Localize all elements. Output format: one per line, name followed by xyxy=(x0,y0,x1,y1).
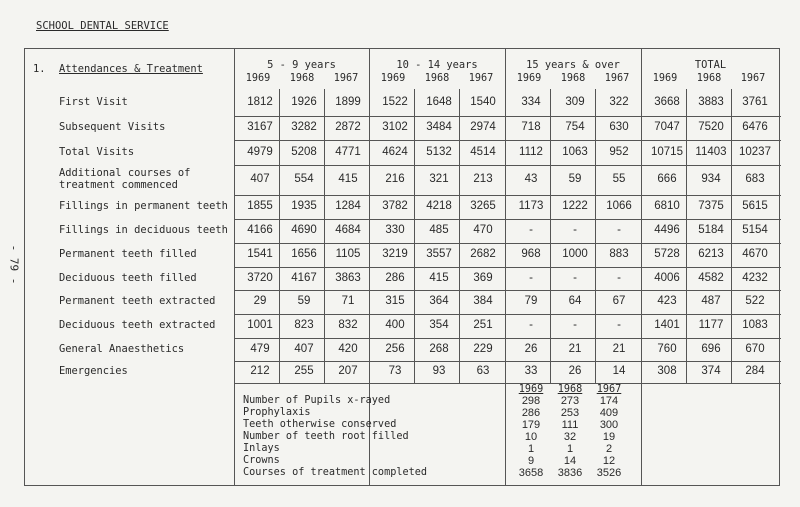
row-divider xyxy=(234,267,781,268)
table-cell: 4771 xyxy=(335,145,361,158)
table-cell: 666 xyxy=(657,173,677,185)
table-cell: 3883 xyxy=(698,95,724,108)
table-cell: 1083 xyxy=(742,319,768,331)
year-header: 1968 xyxy=(289,73,315,84)
table-cell: 79 xyxy=(524,295,538,307)
table-cell: 3782 xyxy=(382,200,408,212)
table-cell: 4167 xyxy=(291,271,317,284)
table-cell: 4670 xyxy=(742,248,768,260)
table-cell: 29 xyxy=(253,295,267,307)
table-cell: 5184 xyxy=(698,224,724,236)
table-cell: 315 xyxy=(385,295,405,307)
summary-cell: 32 xyxy=(563,431,577,443)
table-cell: 718 xyxy=(521,121,541,133)
table-cell: 7520 xyxy=(698,121,724,133)
table-cell: 309 xyxy=(565,95,585,108)
summary-row-label: Number of Pupils x-rayed xyxy=(243,395,391,406)
table-cell: 4218 xyxy=(426,200,452,212)
summary-row-label: Number of teeth root filled xyxy=(243,431,409,442)
table-cell: 1066 xyxy=(606,200,632,212)
table-cell: 334 xyxy=(521,95,541,108)
year-header: 1969 xyxy=(380,73,406,84)
row-divider xyxy=(234,140,781,141)
table-cell: - xyxy=(573,271,577,284)
table-cell: 1522 xyxy=(382,95,408,108)
summary-cell: 1 xyxy=(527,443,535,455)
table-cell: 554 xyxy=(294,173,314,185)
table-cell: 7047 xyxy=(654,121,680,133)
row-label-continued: treatment commenced xyxy=(59,179,178,191)
table-cell: 213 xyxy=(473,173,493,185)
page-title: SCHOOL DENTAL SERVICE xyxy=(36,20,169,32)
table-cell: - xyxy=(573,224,577,236)
table-cell: 4006 xyxy=(654,271,680,284)
year-header: 1969 xyxy=(516,73,542,84)
summary-row-label: Courses of treatment completed xyxy=(243,467,428,478)
table-cell: 207 xyxy=(338,365,358,377)
table-cell: 968 xyxy=(521,248,541,260)
table-cell: 322 xyxy=(609,95,629,108)
row-divider xyxy=(234,383,781,384)
summary-cell: 273 xyxy=(560,395,580,407)
table-cell: 407 xyxy=(294,342,314,355)
summary-row-label: Teeth otherwise conserved xyxy=(243,419,397,430)
row-divider xyxy=(234,219,781,220)
attendances-table xyxy=(24,48,780,486)
table-cell: 670 xyxy=(745,342,765,355)
table-cell: 485 xyxy=(429,224,449,236)
row-label: Deciduous teeth extracted xyxy=(59,319,216,331)
table-cell: 268 xyxy=(429,342,449,355)
row-divider xyxy=(234,165,781,166)
group-header: 15 years & over xyxy=(526,59,620,71)
table-cell: - xyxy=(529,271,533,284)
table-cell: 26 xyxy=(524,342,538,355)
table-cell: 407 xyxy=(250,173,270,185)
summary-cell: 10 xyxy=(524,431,538,443)
table-cell: 67 xyxy=(612,295,626,307)
table-cell: 1899 xyxy=(335,95,361,108)
table-cell: 7375 xyxy=(698,200,724,212)
year-header: 1968 xyxy=(560,73,586,84)
table-cell: 934 xyxy=(701,173,721,185)
summary-cell: 179 xyxy=(521,419,541,431)
table-cell: 71 xyxy=(341,295,355,307)
summary-cell: 2 xyxy=(605,443,613,455)
summary-cell: 12 xyxy=(602,455,616,467)
table-cell: 3219 xyxy=(382,248,408,260)
group-header: 10 - 14 years xyxy=(396,59,478,71)
table-cell: 479 xyxy=(250,342,270,355)
table-cell: 308 xyxy=(657,365,677,377)
table-cell: 423 xyxy=(657,295,677,307)
table-cell: 14 xyxy=(612,365,626,377)
table-cell: 3484 xyxy=(426,121,452,133)
table-cell: 1648 xyxy=(426,95,452,108)
year-header: 1967 xyxy=(604,73,630,84)
table-cell: - xyxy=(617,271,621,284)
year-header: 1967 xyxy=(740,73,766,84)
table-cell: 1855 xyxy=(247,200,273,212)
table-cell: 10715 xyxy=(651,145,683,158)
table-cell: 6213 xyxy=(698,248,724,260)
table-cell: 255 xyxy=(294,365,314,377)
table-cell: 5728 xyxy=(654,248,680,260)
table-cell: 10237 xyxy=(739,145,771,158)
table-cell: 760 xyxy=(657,342,677,355)
row-label: Permanent teeth extracted xyxy=(59,295,216,307)
year-header: 1968 xyxy=(424,73,450,84)
table-cell: 1105 xyxy=(335,248,361,260)
table-cell: 229 xyxy=(473,342,493,355)
table-cell: 5615 xyxy=(742,200,768,212)
row-label: Fillings in deciduous teeth xyxy=(59,224,228,236)
row-divider xyxy=(234,116,781,117)
summary-cell: 19 xyxy=(602,431,616,443)
table-cell: 256 xyxy=(385,342,405,355)
table-cell: 2974 xyxy=(470,121,496,133)
summary-cell: 286 xyxy=(521,407,541,419)
summary-cell: 3526 xyxy=(596,467,622,479)
summary-year-header: 1968 xyxy=(557,384,583,395)
table-cell: - xyxy=(529,319,533,331)
table-cell: 59 xyxy=(568,173,582,185)
table-cell: 63 xyxy=(476,365,490,377)
section-title: Attendances & Treatment xyxy=(59,63,203,75)
row-divider xyxy=(234,290,781,291)
year-header: 1967 xyxy=(333,73,359,84)
table-cell: 883 xyxy=(609,248,629,260)
table-cell: - xyxy=(573,319,577,331)
summary-cell: 111 xyxy=(561,419,579,431)
summary-cell: 253 xyxy=(560,407,580,419)
table-cell: 4582 xyxy=(698,271,724,284)
row-label: General Anaesthetics xyxy=(59,342,185,355)
table-cell: 1812 xyxy=(247,95,273,108)
table-cell: 374 xyxy=(701,365,721,377)
table-cell: 1112 xyxy=(519,145,543,158)
summary-row-label: Prophylaxis xyxy=(243,407,311,418)
table-cell: 415 xyxy=(338,173,358,185)
table-cell: 823 xyxy=(294,319,314,331)
table-cell: 3668 xyxy=(654,95,680,108)
section-number: 1. xyxy=(33,63,46,75)
table-cell: 212 xyxy=(250,365,270,377)
table-cell: 73 xyxy=(388,365,402,377)
table-cell: 26 xyxy=(568,365,582,377)
summary-cell: 1 xyxy=(566,443,574,455)
table-cell: 321 xyxy=(429,173,449,185)
table-cell: 3557 xyxy=(426,248,452,260)
table-cell: 2872 xyxy=(335,121,361,133)
table-cell: 364 xyxy=(429,295,449,307)
summary-cell: 298 xyxy=(521,395,541,407)
summary-cell: 409 xyxy=(599,407,619,419)
table-cell: 1177 xyxy=(698,319,724,331)
table-cell: 93 xyxy=(432,365,446,377)
table-cell: 286 xyxy=(385,271,405,284)
row-divider xyxy=(234,195,781,196)
table-cell: 59 xyxy=(297,295,311,307)
table-cell: 3863 xyxy=(335,271,361,284)
table-cell: 1541 xyxy=(247,248,273,260)
table-cell: 1284 xyxy=(335,200,361,212)
table-cell: 354 xyxy=(429,319,449,331)
table-cell: 1935 xyxy=(291,200,317,212)
row-divider xyxy=(234,243,781,244)
table-cell: 6810 xyxy=(654,200,680,212)
year-header: 1969 xyxy=(245,73,271,84)
table-cell: 3282 xyxy=(291,121,317,133)
table-cell: 1656 xyxy=(291,248,317,260)
table-cell: 420 xyxy=(338,342,358,355)
group-header: TOTAL xyxy=(694,59,727,71)
table-cell: 330 xyxy=(385,224,405,236)
table-cell: 470 xyxy=(473,224,493,236)
table-cell: 43 xyxy=(524,173,538,185)
row-label: Permanent teeth filled xyxy=(59,248,197,260)
summary-cell: 9 xyxy=(527,455,535,467)
table-cell: 1063 xyxy=(562,145,588,158)
table-cell: 3102 xyxy=(382,121,408,133)
table-cell: 4684 xyxy=(335,224,361,236)
row-label: Fillings in permanent teeth xyxy=(59,200,228,212)
year-header: 1968 xyxy=(696,73,722,84)
summary-cell: 14 xyxy=(563,455,577,467)
table-cell: 4514 xyxy=(470,145,496,158)
table-cell: 3167 xyxy=(247,121,273,133)
table-cell: 3761 xyxy=(742,95,768,108)
summary-row-label: Crowns xyxy=(243,455,280,466)
table-cell: 21 xyxy=(612,342,626,355)
summary-cell: 3836 xyxy=(557,467,583,479)
table-cell: 4232 xyxy=(742,271,768,284)
table-cell: 4166 xyxy=(247,224,273,236)
summary-row-label: Inlays xyxy=(243,443,280,454)
row-divider xyxy=(234,314,781,315)
table-cell: - xyxy=(617,224,621,236)
table-cell: 630 xyxy=(609,121,629,133)
row-divider xyxy=(234,361,781,362)
table-cell: 400 xyxy=(385,319,405,331)
table-cell: 522 xyxy=(745,295,765,307)
table-cell: 33 xyxy=(524,365,538,377)
table-cell: 1222 xyxy=(562,200,588,212)
table-cell: 2682 xyxy=(470,248,496,260)
table-cell: 683 xyxy=(745,173,765,185)
table-cell: 384 xyxy=(473,295,493,307)
row-label: Additional courses of xyxy=(59,167,191,179)
row-label: Emergencies xyxy=(59,365,128,377)
table-cell: 4496 xyxy=(654,224,680,236)
table-cell: 11403 xyxy=(695,145,727,158)
table-cell: 952 xyxy=(609,145,629,158)
summary-cell: 3658 xyxy=(518,467,544,479)
table-cell: 6476 xyxy=(742,121,768,133)
year-header: 1969 xyxy=(652,73,678,84)
table-cell: 1401 xyxy=(654,319,680,331)
table-cell: 284 xyxy=(745,365,765,377)
table-cell: 21 xyxy=(568,342,582,355)
row-label: Subsequent Visits xyxy=(59,121,166,133)
table-cell: 251 xyxy=(473,319,493,331)
summary-cell: 174 xyxy=(599,395,619,407)
table-cell: 4979 xyxy=(247,145,273,158)
row-divider xyxy=(234,338,781,339)
table-cell: 415 xyxy=(429,271,449,284)
table-cell: 832 xyxy=(338,319,358,331)
summary-year-header: 1967 xyxy=(596,384,622,395)
table-cell: 3720 xyxy=(247,271,273,284)
table-cell: 1926 xyxy=(291,95,317,108)
page-number: - 79 - xyxy=(7,244,21,285)
table-cell: 1540 xyxy=(470,95,496,108)
table-cell: - xyxy=(529,224,533,236)
table-cell: 1001 xyxy=(247,319,273,331)
row-label: Total Visits xyxy=(59,145,135,158)
group-header: 5 - 9 years xyxy=(267,59,336,71)
table-cell: 369 xyxy=(473,271,493,284)
table-cell: 64 xyxy=(568,295,582,307)
table-cell: 5208 xyxy=(291,145,317,158)
table-cell: 3265 xyxy=(470,200,496,212)
row-label: Deciduous teeth filled xyxy=(59,271,197,284)
table-cell: - xyxy=(617,319,621,331)
table-cell: 5132 xyxy=(426,145,452,158)
table-cell: 696 xyxy=(701,342,721,355)
table-cell: 216 xyxy=(385,173,405,185)
table-cell: 487 xyxy=(701,295,721,307)
summary-year-header: 1969 xyxy=(518,384,544,395)
table-cell: 5154 xyxy=(742,224,768,236)
year-header: 1967 xyxy=(468,73,494,84)
table-cell: 1000 xyxy=(562,248,588,260)
summary-cell: 300 xyxy=(599,419,619,431)
table-cell: 4624 xyxy=(382,145,408,158)
table-cell: 55 xyxy=(612,173,626,185)
table-cell: 754 xyxy=(565,121,585,133)
table-cell: 1173 xyxy=(518,200,544,212)
table-cell: 4690 xyxy=(291,224,317,236)
row-label: First Visit xyxy=(59,95,128,108)
